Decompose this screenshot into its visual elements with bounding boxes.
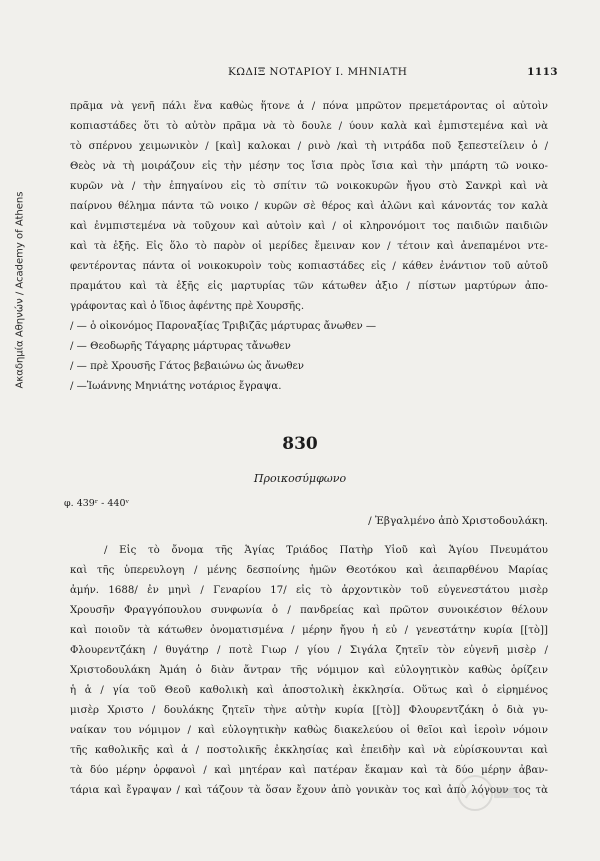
document-title: Προικοσύμφωνο <box>253 472 347 485</box>
text-line: / Εἰς τὸ ὄνομα τῆς Ἁγίας Τριάδος Πατὴρ Υἱοῦ καὶ Ἁγίου Πνευμάτου <box>104 545 548 556</box>
text-line: τὸ σπέρνου χειμωνικὸν / [καὶ] καλοκαι / ρινὸ /καὶ τὴ νιτράδα ποῦ ξεπεστείλειν ὁ / <box>70 141 548 152</box>
folio-reference: φ. 439ʳ - 440ᵛ <box>64 498 130 509</box>
text-line: παίρνου θέλημα πάντα τῶ νοικο / κυρῶν σὲ θέρος καὶ ἁλῶνι καὶ κάνοντάς τον καλὰ <box>70 201 548 212</box>
header-title: ΚΩΔΙΞ ΝΟΤΑΡΙΟΥ Ι. ΜΗΝΙΑΤΗ <box>228 66 408 78</box>
text-line: ναίκαν του νόμιμον / καὶ εὐλογητικὴν καθὼς διακελεύου οἱ θεῖοι καὶ ἱεροὶν νόμοιν <box>70 725 548 736</box>
signature-line: / — ὁ οἰκονόμος Παροναξίας Τριβιζᾶς μάρτυρας ἄνωθεν — <box>70 321 377 332</box>
page-number: 1113 <box>527 66 558 78</box>
continuation-text <box>70 97 548 317</box>
text-line: καὶ τῆς ὑπερευλογη / μένης δεσποίνης ἡμῶν Θεοτόκου καὶ ἀειπαρθένου Μαρίας <box>70 565 548 576</box>
document-body <box>70 541 548 801</box>
text-line: Χρουσῆν Φραγγόπουλου συνφωνία ὁ / πανδρείας καὶ πρῶτον συνοικέσιον θέλουν <box>70 605 548 616</box>
text-line: μισὲρ Χριστο / δουλάκης ζητεῖν τὴνε αὐτὴν κυρία [[τὸ]] Φλουρεντζάκη ὁ διὰ γυ- <box>70 705 548 716</box>
signature-block <box>70 317 548 397</box>
text-line: Χριστοδουλάκη Ἀμάη ὁ διὰν ἄντραν τῆς νόμιμον καὶ εὐλογητικὸν καθὼς ὁρίζειν <box>70 665 548 676</box>
text-line: ἡ ἁ / γία τοῦ Θεοῦ καθολικὴ καὶ ἀποστολικὴ ἐκκλησία. Οὕτως καὶ ὁ εἰρημένος <box>70 685 548 696</box>
running-header <box>80 66 558 82</box>
signature-line: / —Ἰωάννης Μηνιάτης νοτάριος ἔγραψα. <box>70 381 282 392</box>
archive-side-label: Ακαδημία Αθηνών / Academy of Athens <box>14 191 26 389</box>
text-line: Φλουρεντζάκη / θυγάτηρ / ποτὲ Γιωρ / γίου / Σιγάλα ζητεῖν τὸν εὐγενῆ μισὲρ / <box>70 645 548 656</box>
faint-library-stamp-icon <box>452 770 522 816</box>
attribution-line: / Ἐβγαλμένο ἀπὸ Χριστοδουλάκη. <box>368 515 548 527</box>
text-line: τῆς καθολικῆς καὶ ἁ / ποστολικῆς ἐκκλησίας καὶ ἐπειδὴν καὶ νὰ εὑρίσκουνται καὶ <box>70 745 548 756</box>
signature-line: / — πρὲ Χρουσῆς Γάτος βεβαιώνω ὡς ἄνωθεν <box>70 361 304 372</box>
text-line: κοπιαστάδες ὅτι τὸ αὐτὸν πρᾶμα νὰ τὸ δουλε / ύουν καλὰ καὶ ἐμπιστεμένα καὶ νὰ <box>70 121 548 132</box>
text-line: πραμάτου καὶ τὰ ἑξῆς εἰς μαρτυρίας τῶν κάτωθεν ἀξιο / πίστων μαρτύρων ἀπο- <box>70 281 548 292</box>
text-line: καὶ τὰ ἑξῆς. Εἰς ὅλο τὸ παρὸν οἱ μερίδες ἔμειναν κον / τέτοιν καὶ ἀνεπαμένοι ντε- <box>70 241 548 252</box>
text-line: τὰ δύο μέρην ὀρφανοὶ / καὶ μητέραν καὶ πατέραν ἔκαμαν καὶ τὰ δύο μέρην ἀβαν- <box>70 765 548 776</box>
text-line: κυρῶν νὰ / τὴν ἐπηγαίνου εἰς τὸ σπίτιν τῶ νοικοκυρῶν ἤγου στὸ Σανκρὶ καὶ νὰ <box>70 181 548 192</box>
text-line: πρᾶμα νὰ γενῆ πάλι ἕνα καθὼς ἥτονε ἀ / πόνα μπρῶτον πρεμετάροντας οἱ αὐτοὶν <box>70 101 548 112</box>
text-line: καὶ ποιοῦν τὰ κάτωθεν ὀνοματισμένα / μέρην ἤγου ἡ εὐ / γενεστάτην κυρία [[τὸ]] <box>70 625 548 636</box>
document-number: 830 <box>282 434 318 454</box>
signature-line: / — Θεοδωρῆς Τάγαρης μάρτυρας τἄνωθεν <box>70 341 291 352</box>
text-line: Θεὸς νὰ τὴ μοιράζουν εἰς τὴν μέσην τος ἴσια πρὸς ἴσια καὶ τὴν μπάρτη τῶ νοικο- <box>70 161 548 172</box>
text-line: γράφοντας καὶ ὁ ἴδιος ἀφέντης πρὲ Χουρσῆς. <box>70 301 305 312</box>
text-line: καὶ ἐνμπιστεμένα νὰ τοῦχουν καὶ αὐτοὶν καὶ / οἱ κληρονόμοιτ τος παιδιῶν παιδιῶν <box>70 221 548 232</box>
text-line: ἀμήν. 1688/ ἐν μηνὶ / Γεναρίου 17/ εἰς τὸ ἀρχοντικὸν τοῦ εὐγενεστάτου μισὲρ <box>70 585 548 596</box>
text-line: τάρια καὶ ἔγραψαν / καὶ τάζουν τὰ ὅσαν ἔχουν ἀπὸ γονικὰν τος καὶ ἀπὸ λόγουν τος τὰ <box>70 785 548 796</box>
text-line: φεντέροντας πάντα οἱ νοικοκυροὶν τοὺς κοπιαστάδες εἰς / κάθεν ἐνάντιον τοῦ αὐτοῦ <box>70 261 548 272</box>
